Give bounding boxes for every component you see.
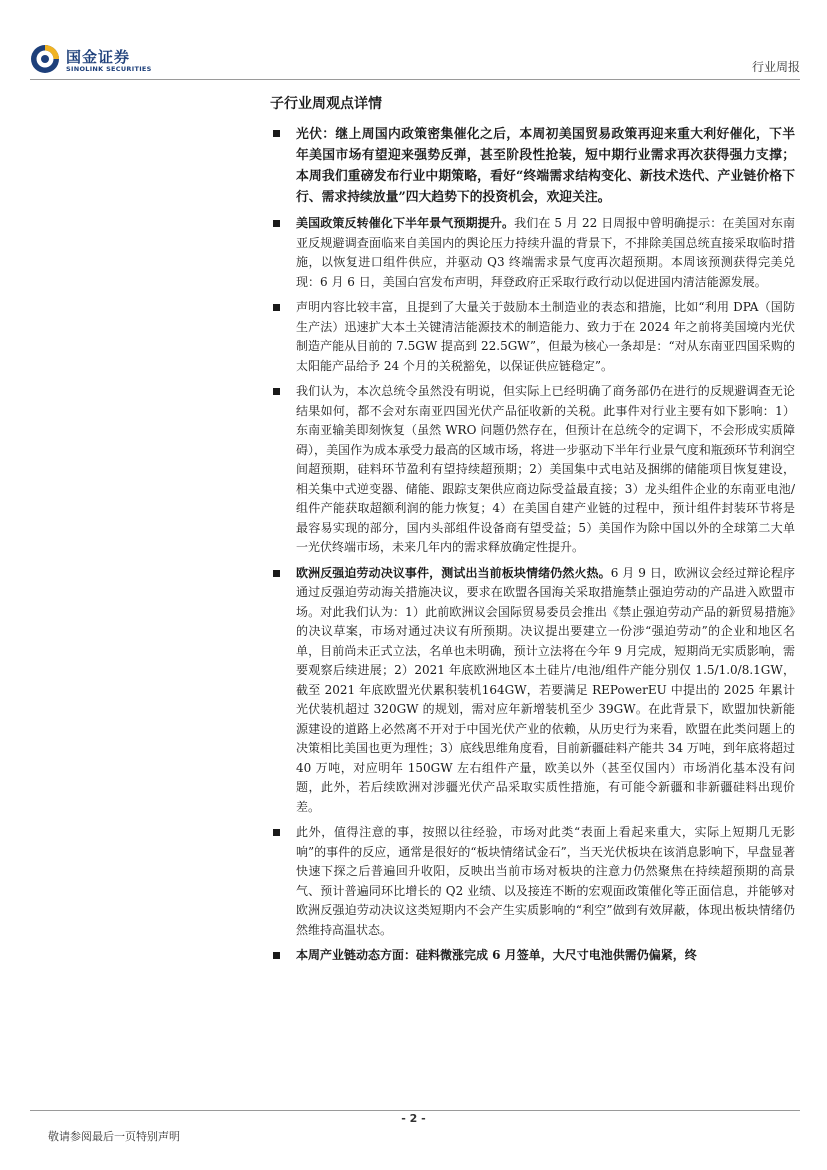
page-number: - 2 - [401,1112,426,1125]
square-bullet-icon [273,570,280,577]
paragraph-photovoltaic-summary [270,124,795,208]
footer-divider [30,1110,800,1111]
paragraph-body: 我们认为，本次总统令虽然没有明说，但实际上已经明确了商务部仍在进行的反规避调查无论结果如何，都不会对东南亚四国光伏产品征收新的关税。此事件对行业主要有如下影响：1）东南亚输美即刻恢复（虽然 WRO 问题仍然存在，但预计在总统令的定调下，不会形成实质障碍），美国作为成本承受力最高的区域市场，将进一步驱动下半年行业景气度和瓶颈环节利润空间超预期，硅料环节盈利有望持续超预期；2）美国集中式电站及捆绑的储能项目恢复建设，相关集中式逆变器、储能、跟踪支架供应商边际受益最直接；3）龙头组件企业的东南亚电池/组件产能获取超额利润的能力恢复；4）在美国自建产业链的过程中，预计组件封装环节将是最容易实现的部分，国内头部组件设备商有望受益；5）美国作为除中国以外的全球第二大单一光伏终端市场，未来几年内的需求释放确定性提升。 [296,384,795,554]
square-bullet-icon [273,952,280,959]
paragraph-lead: 欧洲反强迫劳动决议事件，测试出当前板块情绪仍然火热。 [296,565,611,580]
paragraph-body: 6 月 9 日，欧洲议会经过辩论程序通过反强迫劳动海关措施决议，要求在欧盟各国海关采取措施禁止强迫劳动的产品进入欧盟市场。对此我们认为：1）此前欧洲议会国际贸易委员会推出《禁止强迫劳动产品的新贸易措施》的决议草案，市场对通过决议有所预期。决议提出要建立一份涉“强迫劳动”的企业和地区名单，目前尚未正式立法，名单也未明确，预计立法将在今年 9 月完成，短期尚无实质影响，需要观察后续进展；2）2021 年底欧洲地区本土硅片/电池/组件产能分别仅 1.5/1.0/8.1GW，截至 2021 年底欧盟光伏累积装机164GW，若要满足 REPowerEU 中提出的 2025 年累计光伏装机超过 320GW 的规划，需对应年新增装机至少 39GW。在此背景下，欧盟加快新能源建设的道路上必然离不开对于中国光伏产业的依赖，从历史行为来看，欧盟在此类问题上的决策相比美国也更为理性；3）底线思维角度看，目前新疆硅料产能共 34 万吨，到年底将超过 40 万吨，对应明年 150GW 左右组件产量，欧美以外（甚至仅国内）市场消化基本没有问题，此外，若后续欧洲对涉疆光伏产品采取实质性措施，有可能令新疆和非新疆硅料出现价差。 [296,565,795,814]
paragraph-statement-content [270,298,795,376]
sinolink-logo-icon [30,44,60,74]
square-bullet-icon [273,388,280,395]
paragraph-us-policy [270,214,795,292]
report-type-label: 行业周报 [751,60,800,74]
square-bullet-icon [273,220,280,227]
paragraph-market-sentiment [270,823,795,940]
paragraph-eu-forced-labor [270,564,795,818]
paragraph-lead: 光伏：继上周国内政策密集催化之后，本周初美国贸易政策再迎来重大利好催化，下半年美国市场有望迎来强势反弹，甚至阶段性抢装，短中期行业需求再次获得强力支撑；本周我们重磅发布行业中期策略，看好“终端需求结构变化、新技术迭代、产业链价格下行、需求持续放量”四大趋势下的投资机会，欢迎关注。 [296,127,795,205]
square-bullet-icon [273,304,280,311]
paragraph-impact-analysis [270,382,795,558]
paragraph-lead: 美国政策反转催化下半年景气预期提升。 [296,216,515,230]
square-bullet-icon [273,829,280,836]
square-bullet-icon [273,130,280,137]
paragraph-industry-chain [270,946,795,966]
brand-name-cn: 国金证券 [66,48,131,66]
brand-name-en: SINOLINK SECURITIES [66,65,152,73]
paragraph-lead: 本周产业链动态方面：硅料微涨完成 6 月签单，大尺寸电池供需仍偏紧，终 [296,948,697,962]
footer-disclaimer: 敬请参阅最后一页特别声明 [48,1130,180,1143]
header-divider [30,79,800,80]
paragraph-body: 声明内容比较丰富，且提到了大量关于鼓励本土制造业的表态和措施，比如“利用 DPA（国防生产法）迅速扩大本土关键清洁能源技术的制造能力、致力于在 2024 年之前将美国境内光伏制造产能从目前的 7.5GW 提高到 22.5GW”，但最为核心一条却是：“对从东南亚四国采购的太阳能产品给予 24 个月的关税豁免，以保证供应链稳定”。 [296,300,795,373]
main-content [270,92,795,972]
paragraph-body: 此外，值得注意的事，按照以往经验，市场对此类“表面上看起来重大，实际上短期几无影响”的事件的反应，通常是很好的“板块情绪试金石”，当天光伏板块在该消息影响下，早盘显著快速下探之后普遍回升收阳，反映出当前市场对板块的注意力仍然聚焦在持续超预期的高景气、预计普遍同环比增长的 Q2 业绩、以及接连不断的宏观面政策催化等正面信息，并能够对欧洲反强迫劳动决议这类短期内不会产生实质影响的“利空”做到有效屏蔽，体现出板块情绪仍然维持高温状态。 [296,825,795,937]
paragraph-body: 我们在 5 月 22 日周报中曾明确提示：在美国对东南亚反规避调查面临来自美国内的舆论压力持续升温的背景下，不排除美国总统直接采取临时措施，以恢复进口组件供应，并驱动 Q3 终端需求景气度再次超预期。本周该预测获得完美兑现：6 月 6 日，美国白宫发布声明，拜登政府正采取行政行动以促进国内清洁能源发展。 [296,216,795,289]
page-header [30,44,800,78]
section-title: 子行业周观点详情 [270,96,382,112]
